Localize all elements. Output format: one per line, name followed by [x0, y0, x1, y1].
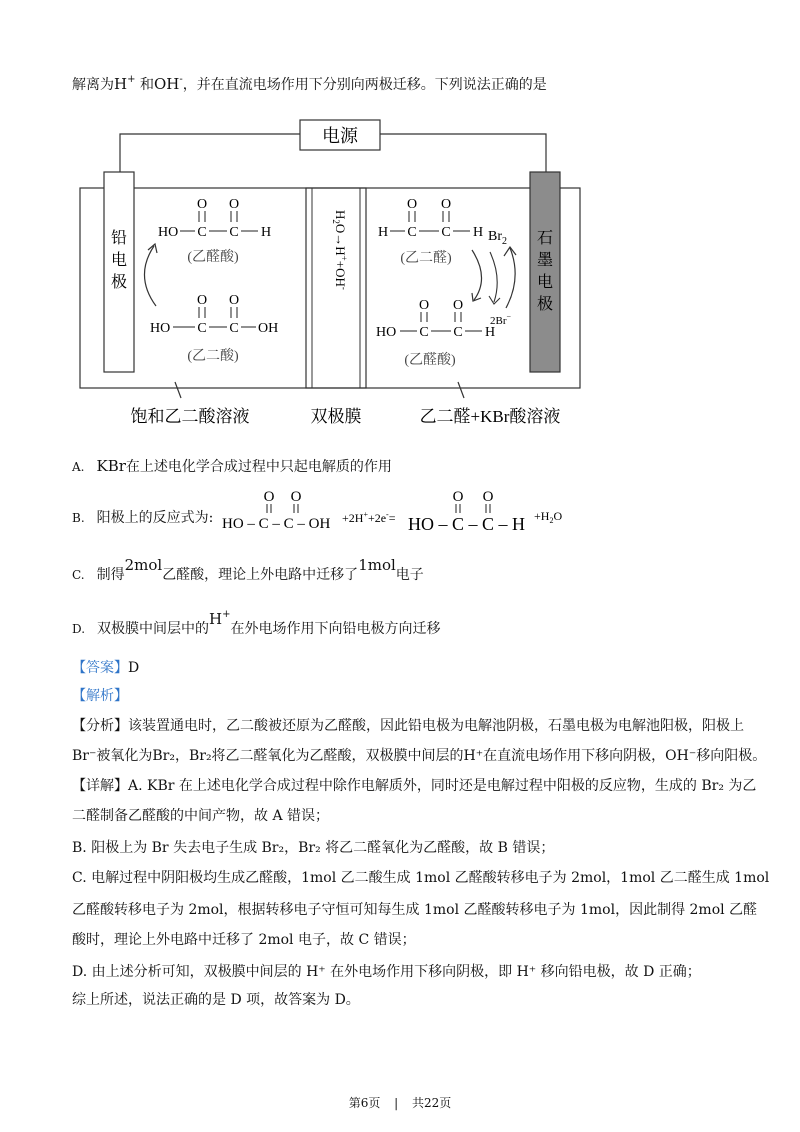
- graphite-char-2: 墨: [536, 252, 554, 269]
- option-b: [72, 508, 213, 528]
- svg-text:O: O: [452, 489, 464, 505]
- option-d-post: 在外电场作用下向铅电极方向迁移: [230, 621, 441, 637]
- svg-text:O: O: [228, 293, 240, 308]
- xiangjie-a2: 二醛制备乙醛酸的中间产物，故 A 错误；: [72, 808, 330, 824]
- option-a-text: 在上述电化学合成过程中只起电解质的作用: [125, 459, 392, 475]
- answer-value: D: [128, 660, 140, 676]
- power-label: 电源: [322, 126, 358, 146]
- svg-text:HO: HO: [158, 225, 179, 240]
- xiangjie-c3: 酸时，理论上外电路中迁移了 2mol 电子，故 C 错误；: [72, 932, 416, 948]
- svg-text:O: O: [263, 489, 275, 505]
- svg-text:H: H: [260, 225, 272, 240]
- xiangjie-tag: 【详解】: [72, 778, 128, 794]
- option-d-ion: H+: [209, 609, 231, 628]
- intro-and: 和: [139, 77, 154, 93]
- option-d-pre: 双极膜中间层中的: [97, 621, 210, 637]
- svg-text:C: C: [441, 225, 451, 240]
- svg-text:C: C: [419, 325, 429, 340]
- h-plus-symbol: H+: [114, 74, 136, 93]
- option-c-amount2: 1mol: [358, 556, 396, 574]
- membrane-equation: [331, 210, 349, 290]
- left-bottom-molecule: [150, 293, 278, 364]
- right-bottom-molecule: [376, 298, 495, 368]
- svg-text:O: O: [196, 293, 208, 308]
- br2-label: $Br_2$: [488, 229, 507, 247]
- right-curved-arrow-up: [506, 248, 515, 308]
- intro-suffix: ，并在直流电场作用下分别向两极迁移。下列说法正确的是: [182, 77, 547, 93]
- option-b-equation: [222, 486, 592, 534]
- option-a: [72, 456, 392, 477]
- intro-line: [72, 74, 547, 97]
- option-c-post: 电子: [395, 567, 424, 583]
- svg-text:C: C: [197, 225, 207, 240]
- svg-text:O: O: [452, 298, 464, 313]
- membrane-equation-text: $H_2O\to H^++OH^-$: [331, 210, 349, 290]
- svg-text:H: H: [472, 225, 484, 240]
- option-d-label: D.: [72, 622, 86, 636]
- fenxi-text-1: 该装置通电时，乙二酸被还原为乙醛酸，因此铅电极为电解池阴极，石墨电极为电解池阳极，阳极上: [128, 718, 744, 734]
- option-a-kbr: KBr: [96, 457, 126, 475]
- xiangjie-c1: C. 电解过程中阴阳极均生成乙醛酸，1mol 乙二酸生成 1mol 乙醛酸转移电子为 2mol，1mol 乙二醛生成 1mol: [72, 870, 770, 886]
- option-b-text: 阳极上的反应式为:: [96, 510, 214, 526]
- electrolysis-diagram: [70, 110, 590, 440]
- lead-electrode: [104, 172, 134, 372]
- left-top-label: (乙醛酸): [187, 250, 239, 265]
- graphite-char-3: 电: [536, 274, 554, 291]
- footer-total: 共22页: [412, 1096, 452, 1110]
- xiangjie-line-a1: [72, 776, 756, 796]
- caption-mid: 双极膜: [310, 407, 362, 426]
- svg-text:H: H: [484, 325, 496, 340]
- analysis-tag: 【解析】: [72, 688, 128, 704]
- pointer-left: [175, 382, 181, 398]
- svg-text:O: O: [406, 197, 418, 212]
- lead-char-2: 电: [110, 252, 128, 269]
- svg-text:C: C: [197, 321, 207, 336]
- intro-prefix: 解离为: [72, 77, 114, 93]
- pointer-right: [458, 382, 464, 398]
- oh-minus-symbol: OH-: [153, 74, 183, 93]
- option-b-label: B.: [72, 511, 85, 525]
- option-a-label: A.: [72, 460, 85, 474]
- xiangjie-summary: 综上所述，说法正确的是 D 项，故答案为 D。: [72, 992, 360, 1008]
- svg-text:HO: HO: [376, 325, 397, 340]
- xiangjie-a1: A. KBr 在上述电化学合成过程中除作电解质外，同时还是电解过程中阳极的反应物，生成的 Br₂ 为乙: [128, 778, 757, 794]
- two-br-minus-label: 2Br−: [490, 312, 512, 327]
- right-bottom-label: (乙醛酸): [404, 353, 456, 368]
- eq-tail: $+H_2O$: [534, 509, 563, 525]
- svg-text:C: C: [229, 321, 239, 336]
- option-c-pre: 制得: [96, 567, 125, 583]
- fenxi-line-1: [72, 716, 744, 736]
- answer-tag: 【答案】: [72, 660, 128, 676]
- svg-text:C: C: [407, 225, 417, 240]
- wire-left: [120, 134, 300, 172]
- right-top-molecule: [378, 197, 483, 266]
- fenxi-line-2: Br⁻被氧化为Br₂，Br₂将乙二醛氧化为乙醛酸，双极膜中间层的H⁺在直流电场作用下移向阴极，OH⁻移向阳极。: [72, 748, 767, 764]
- xiangjie-d: D. 由上述分析可知，双极膜中间层的 H⁺ 在外电场作用下移向阴极，即 H⁺ 移向铅电极，故 D 正确；: [72, 964, 701, 980]
- svg-text:O: O: [482, 489, 494, 505]
- left-bottom-label: (乙二酸): [187, 349, 239, 364]
- tank: [80, 188, 580, 388]
- eq-right: HO – C – C – H: [408, 514, 526, 534]
- option-c-label: C.: [72, 568, 85, 582]
- caption-right: 乙二醛+KBr酸溶液: [419, 407, 561, 426]
- right-top-label: (乙二醛): [400, 251, 452, 266]
- lead-char-1: 铅: [110, 230, 128, 247]
- graphite-char-1: 石: [536, 230, 554, 247]
- svg-text:H: H: [378, 225, 389, 240]
- left-top-molecule: [158, 197, 271, 265]
- xiangjie-c2: 乙醛酸转移电子为 2mol，根据转移电子守恒可知每生成 1mol 乙醛酸转移电子为 1mol，因此制得 2mol 乙醛: [72, 902, 758, 918]
- xiangjie-b: B. 阳极上为 Br 失去电子生成 Br₂，Br₂ 将乙二醛氧化为乙醛酸，故 B 错误；: [72, 840, 555, 856]
- svg-text:OH: OH: [258, 321, 279, 336]
- lead-char-3: 极: [110, 274, 128, 291]
- graphite-char-4: 极: [536, 296, 554, 313]
- svg-text:C: C: [229, 225, 239, 240]
- right-curved-arrow-down: [472, 250, 482, 300]
- option-c: [72, 556, 424, 585]
- footer-page: 第6页: [348, 1096, 381, 1110]
- svg-text:O: O: [196, 197, 208, 212]
- eq-left: HO – C – C – OH: [222, 516, 331, 532]
- option-c-amount1: 2mol: [124, 556, 163, 574]
- eq-middle: +2H++2e-=: [342, 510, 396, 525]
- svg-text:O: O: [228, 197, 240, 212]
- graphite-electrode: [530, 172, 560, 372]
- option-d: [72, 609, 441, 641]
- caption-left: 饱和乙二酸溶液: [130, 407, 250, 426]
- left-curved-arrow: [144, 246, 156, 306]
- analysis-heading: [72, 686, 128, 706]
- svg-text:O: O: [290, 489, 302, 505]
- svg-text:O: O: [418, 298, 430, 313]
- fenxi-tag: 【分析】: [72, 718, 128, 734]
- wire-right: [380, 134, 546, 172]
- svg-text:HO: HO: [150, 321, 171, 336]
- answer-line: [72, 658, 139, 678]
- svg-text:O: O: [440, 197, 452, 212]
- footer-separator: |: [394, 1096, 399, 1110]
- option-c-mid: 乙醛酸，理论上外电路中迁移了: [162, 567, 359, 583]
- svg-text:C: C: [453, 325, 463, 340]
- page-footer: [0, 1094, 800, 1111]
